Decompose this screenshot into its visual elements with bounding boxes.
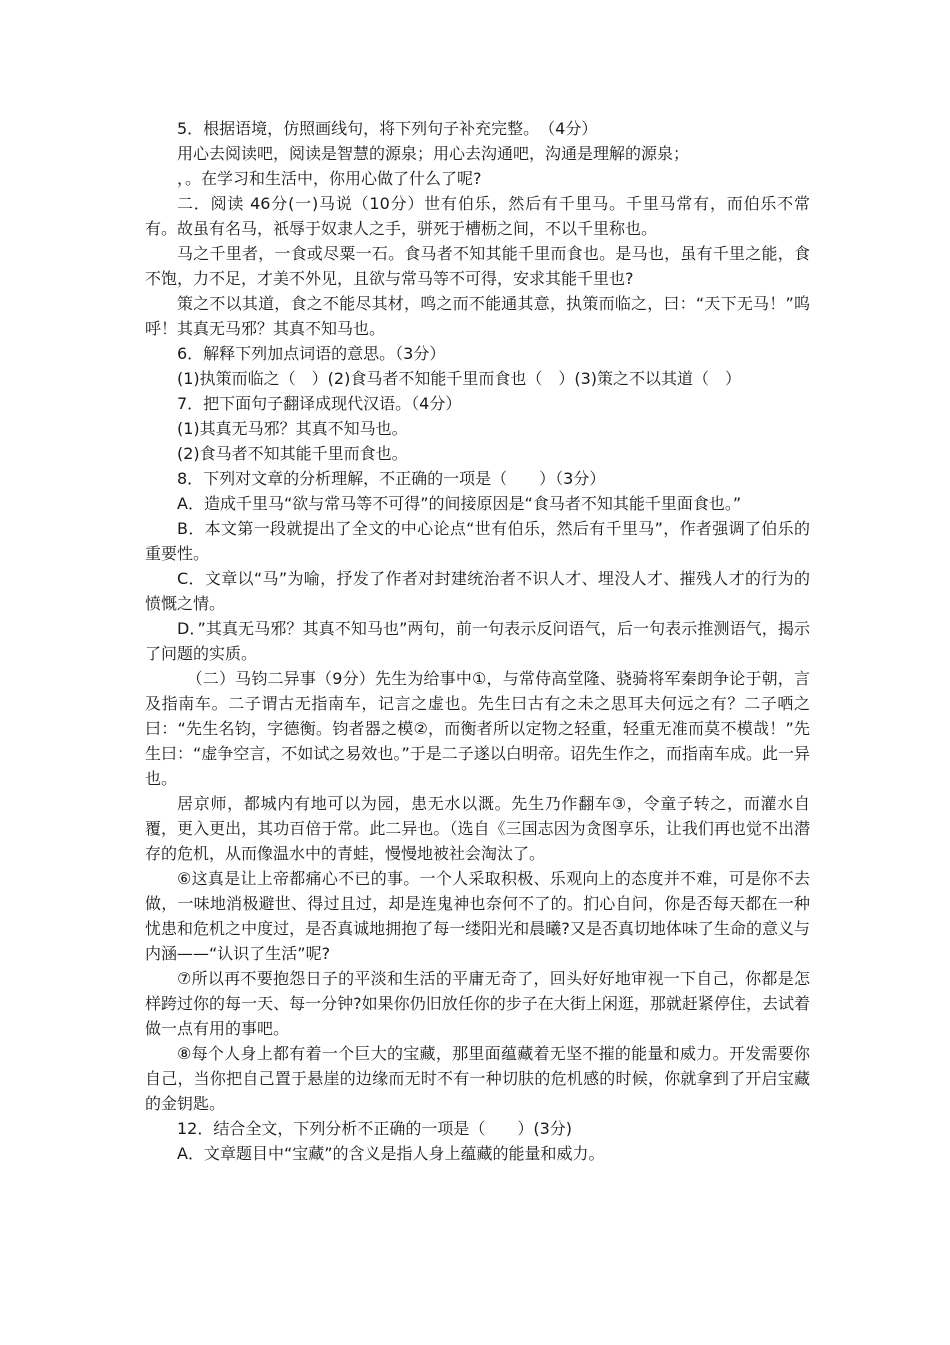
- document-page: [145, 116, 810, 1166]
- paragraph: ，。在学习和生活中，你用心做了什么了呢?: [177, 169, 482, 188]
- paragraph: 马之千里者，一食或尽粟一石。食马者不知其能千里而食也。是马也，虽有千里之能，食不饱，力不足，才美不外见，且欲与常马等不可得，安求其能千里也?: [145, 244, 810, 288]
- paragraph: D．”其真无马邪？其真不知马也”两句，前一句表示反问语气，后一句表示推测语气，揭示了问题的实质。: [145, 619, 810, 663]
- paragraph: A．文章题目中“宝藏”的含义是指人身上蕴藏的能量和威力。: [177, 1144, 605, 1163]
- paragraph: 7．把下面句子翻译成现代汉语。（4分）: [177, 394, 462, 413]
- paragraph: A．造成千里马“欲与常马等不可得”的间接原因是“食马者不知其能千里面食也。”: [177, 494, 742, 513]
- paragraph: 居京师，都城内有地可以为园，患无水以溉。先生乃作翻车③，令童子转之，而灌水自覆，更入更出，其功百倍于常。此二异也。（选自《三国志因为贪图享乐，让我们再也觉不出潜存的危机，从而像温水中的青蛙，慢慢地被社会淘汰了。: [145, 794, 810, 863]
- paragraph: 策之不以其道，食之不能尽其材，鸣之而不能通其意，执策而临之，曰：“天下无马！”呜呼！其真无马邪？其真不知马也。: [145, 294, 810, 338]
- paragraph: 6．解释下列加点词语的意思。（3分）: [177, 344, 446, 363]
- paragraph: (1)执策而临之（ ）(2)食马者不知能千里而食也（ ）(3)策之不以其道（ ）: [177, 369, 741, 388]
- paragraph: 12．结合全文，下列分析不正确的一项是（ ）(3分): [177, 1119, 573, 1138]
- paragraph: (2)食马者不知其能千里而食也。: [177, 444, 408, 463]
- paragraph: ⑥这真是让上帝都痛心不已的事。一个人采取积极、乐观向上的态度并不难，可是你不去做，一味地消极避世、得过且过，却是连鬼神也奈何不了的。扪心自问，你是否每天都在一种忧患和危机之中度过，是否真诚地拥抱了每一缕阳光和晨曦?又是否真切地体味了生命的意义与内涵——“认识了生活”呢?: [145, 869, 810, 963]
- paragraph: 5．根据语境，仿照画线句，将下列句子补充完整。 （4分）: [177, 119, 598, 138]
- paragraph: 8．下列对文章的分析理解，不正确的一项是（ ）（3分）: [177, 469, 606, 488]
- paragraph: 二．阅读 46分(一)马说（10分）世有伯乐，然后有千里马。千里马常有，而伯乐不常有。故虽有名马，祇辱于奴隶人之手，骈死于槽枥之间，不以千里称也。: [145, 194, 810, 238]
- paragraph: B．本文第一段就提出了全文的中心论点“世有伯乐，然后有千里马”，作者强调了伯乐的重要性。: [145, 519, 810, 563]
- paragraph: ⑧每个人身上都有着一个巨大的宝藏，那里面蕴藏着无坚不摧的能量和威力。开发需要你自己，当你把自己置于悬崖的边缘而无时不有一种切肤的危机感的时候，你就拿到了开启宝藏的金钥匙。: [145, 1044, 810, 1113]
- paragraph: (1)其真无马邪？其真不知马也。: [177, 419, 408, 438]
- paragraph: （二）马钧二异事（9分）先生为给事中①，与常侍高堂隆、骁骑将军秦朗争论于朝，言及指南车。二子谓古无指南车，记言之虚也。先生曰古有之未之思耳夫何远之有？二子哂之曰：“先生名钧，字德衡。钧者器之模②，而衡者所以定物之轻重，轻重无准而莫不模哉！”先生曰：“虚争空言，不如试之易效也。”于是二子遂以白明帝。诏先生作之，而指南车成。此一异也。: [145, 669, 810, 788]
- paragraph: C．文章以“马”为喻，抒发了作者对封建统治者不识人才、埋没人才、摧残人才的行为的愤慨之情。: [145, 569, 810, 613]
- paragraph: 用心去阅读吧，阅读是智慧的源泉；用心去沟通吧，沟通是理解的源泉；: [177, 144, 690, 163]
- paragraph: ⑦所以再不要抱怨日子的平淡和生活的平庸无奇了，回头好好地审视一下自己，你都是怎样跨过你的每一天、每一分钟?如果你仍旧放任你的步子在大街上闲逛，那就赶紧停住，去试着做一点有用的事吧。: [145, 969, 810, 1038]
